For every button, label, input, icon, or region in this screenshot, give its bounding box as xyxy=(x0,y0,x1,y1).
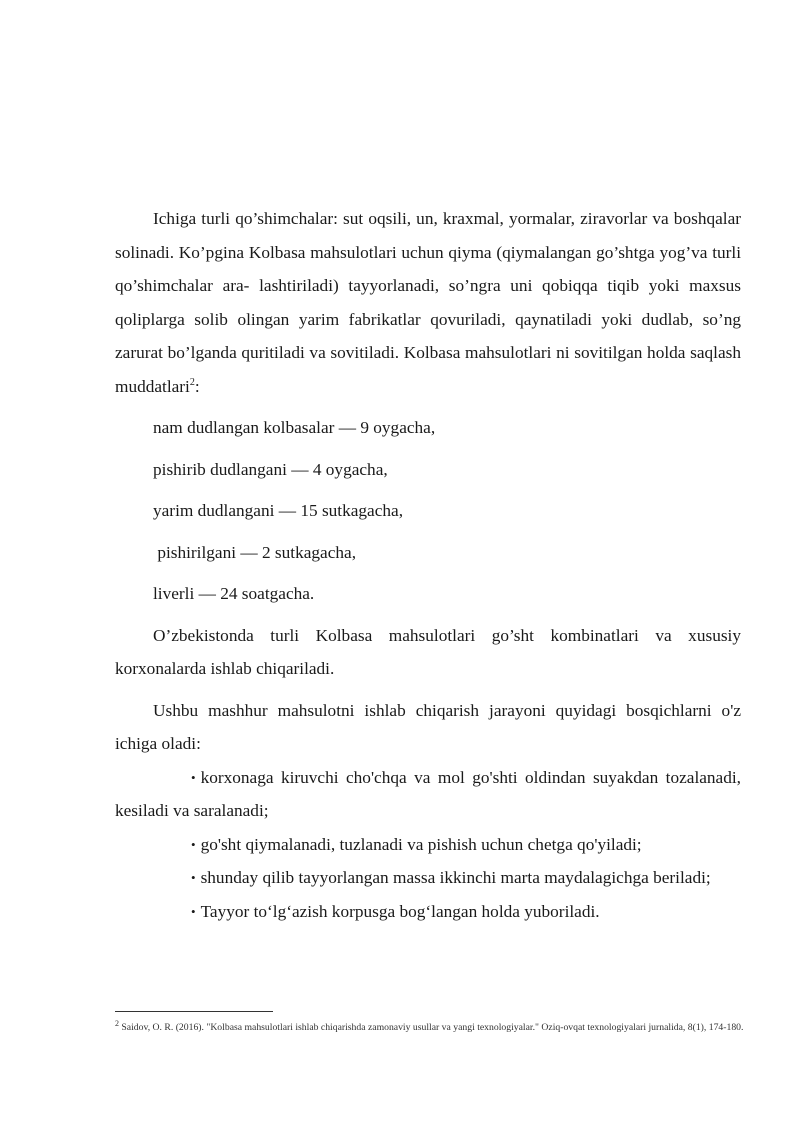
paragraph-process-intro: Ushbu mashhur mahsulotni ishlab chiqarish jarayoni quyidagi bosqichlarni o'z ichiga oladi: xyxy=(115,700,741,753)
process-step xyxy=(115,861,741,895)
process-step xyxy=(115,828,741,862)
bullet-icon: • xyxy=(191,836,196,852)
process-step-text: go'sht qiymalanadi, tuzlanadi va pishish uchun chetga qo'yiladi; xyxy=(200,834,642,854)
storage-item: nam dudlangan kolbasalar — 9 oygacha, xyxy=(153,418,436,437)
bullet-icon: • xyxy=(191,903,196,919)
paragraph-intro-text: Ichiga turli qo’shimchalar: sut oqsili, un, kraxmal, yormalar, ziravorlar va boshqalar solinadi. Ko’pgina Kolbasa mahsulotlari uchun qiyma (qiymalangan go’shtga yog’va turli qo’shimchalar ara- lashtiriladi) tayyorlanadi, so’ngra uni qobiqqa tiqib yoki maxsus qoliplarga solib olingan yarim fabrikatlar qovuriladi, qaynatiladi yoki dudlab, so’ng zarurat bo’lganda quritiladi va sovitiladi. Kolbasa mahsulotlari ni sovitilgan holda saqlash muddatlari xyxy=(115,209,741,396)
process-step xyxy=(115,761,741,828)
process-step-text: shunday qilib tayyorlangan massa ikkinchi marta maydalagichga beriladi; xyxy=(200,868,711,887)
bullet-icon: • xyxy=(191,870,196,885)
footnote-text: Saidov, O. R. (2016). "Kolbasa mahsulotlari ishlab chiqarishda zamonaviy usullar va yangi texnologiyalar." Oziq-ovqat texnologiyalari jurnalida, 8(1), 174-180. xyxy=(119,1022,744,1033)
document-body xyxy=(115,202,741,928)
footnote-number: 2 xyxy=(115,1019,119,1028)
storage-item: liverli — 24 soatgacha. xyxy=(153,584,315,603)
footnote xyxy=(115,1018,745,1038)
paragraph-intro xyxy=(115,202,741,403)
footnote-separator xyxy=(115,1011,273,1012)
process-step xyxy=(115,895,741,929)
storage-item: pishirilgani — 2 sutkagacha, xyxy=(153,542,357,562)
footnote-reference[interactable]: 2 xyxy=(189,376,195,388)
storage-item: yarim dudlangani — 15 sutkagacha, xyxy=(153,501,404,520)
paragraph-intro-colon: : xyxy=(194,376,200,396)
storage-item: pishirib dudlangani — 4 oygacha, xyxy=(153,459,388,479)
process-step-text: korxonaga kiruvchi cho'chqa va mol go'shti oldindan suyakdan tozalanadi, kesiladi va saralanadi; xyxy=(115,767,741,820)
bullet-icon: • xyxy=(191,769,196,785)
process-step-text: Tayyor to‘lg‘azish korpusga bog‘langan holda yuboriladi. xyxy=(200,901,600,921)
paragraph-production: O’zbekistonda turli Kolbasa mahsulotlari go’sht kombinatlari va xususiy korxonalarda ishlab chiqariladi. xyxy=(115,625,741,678)
